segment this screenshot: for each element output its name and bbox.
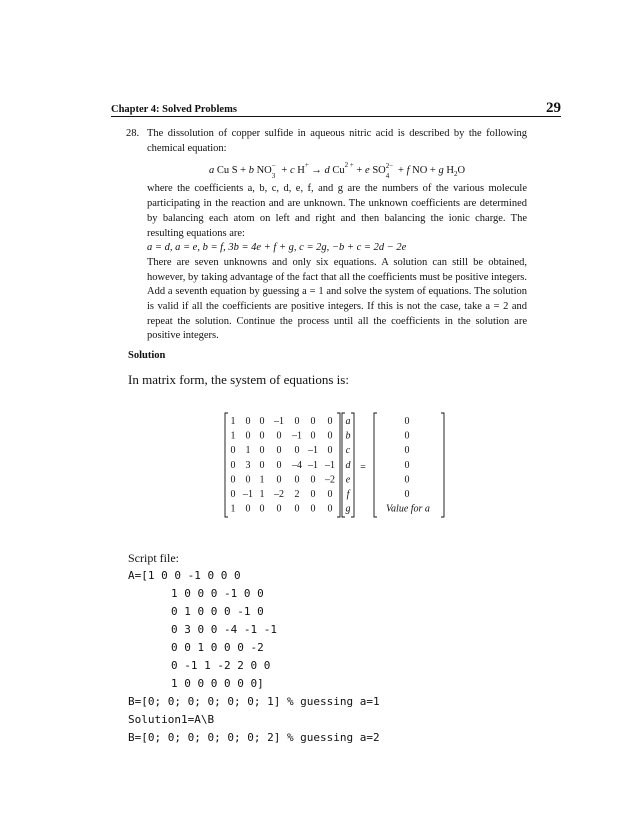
matrix-cell: 0 bbox=[259, 445, 265, 457]
code-line: 0 -1 1 -2 2 0 0 bbox=[171, 659, 271, 672]
matrix-cell: 0 bbox=[327, 430, 333, 442]
matrix-cell: 0 bbox=[327, 489, 333, 500]
matrix-cell: 0 bbox=[276, 503, 282, 515]
matrix-cell: 0 bbox=[276, 459, 282, 471]
matrix-svg bbox=[224, 412, 454, 520]
code-line: 0 1 0 0 0 -1 0 bbox=[171, 605, 264, 618]
equals-sign: = bbox=[360, 461, 366, 473]
page-number: 29 bbox=[546, 100, 561, 116]
rhs-value: 0 bbox=[404, 459, 410, 471]
matrix-cell: 0 bbox=[230, 489, 236, 500]
matrix-cell: 0 bbox=[310, 474, 316, 486]
matrix-cell: –1 bbox=[274, 416, 284, 427]
matrix-cell: 0 bbox=[259, 459, 265, 471]
script-heading: Script file: bbox=[128, 551, 179, 565]
matrix-cell: 3 bbox=[245, 459, 251, 471]
matrix-cell: 0 bbox=[310, 489, 316, 500]
unknown-var: c bbox=[345, 445, 351, 457]
rhs-value: 0 bbox=[404, 445, 410, 457]
matrix-cell: 0 bbox=[294, 416, 300, 427]
matrix-cell: 0 bbox=[245, 503, 251, 515]
unknown-var: d bbox=[345, 459, 351, 471]
matrix-cell: 2 bbox=[294, 489, 300, 500]
matrix-cell: 0 bbox=[245, 430, 251, 442]
matrix-bracket-left bbox=[225, 413, 228, 517]
matrix-cell: –1 bbox=[292, 430, 302, 442]
matrix-cell: 0 bbox=[276, 474, 282, 486]
matrix-cell: 0 bbox=[327, 416, 333, 427]
matrix-cell: 1 bbox=[245, 445, 251, 457]
code-line: B=[0; 0; 0; 0; 0; 0; 1] % guessing a=1 bbox=[128, 695, 380, 708]
code-line: Solution1=A\B bbox=[128, 713, 215, 726]
rhs-bracket-left bbox=[374, 413, 377, 517]
matrix-cell: –2 bbox=[274, 489, 284, 500]
matrix-cell: 0 bbox=[230, 474, 236, 486]
code-line: 0 3 0 0 -4 -1 -1 bbox=[171, 623, 277, 636]
balance-equations: a = d, a = e, b = f, 3b = 4e + f + g, c = 2g, −b + c = 2d − 2e bbox=[147, 242, 407, 254]
code-line: A=[1 0 0 -1 0 0 0 bbox=[128, 569, 241, 582]
unknown-var: f bbox=[346, 489, 350, 500]
unknown-var: a bbox=[345, 416, 351, 427]
matrix-cell: 0 bbox=[310, 430, 316, 442]
matrix-cell: 0 bbox=[294, 503, 300, 515]
matrix-bracket-right bbox=[337, 413, 340, 517]
matrix-cell: 0 bbox=[327, 445, 333, 457]
matrix-cell: 1 bbox=[259, 474, 265, 486]
rhs-value: 0 bbox=[404, 474, 410, 486]
rhs-value: 0 bbox=[404, 430, 410, 442]
rhs-value: 0 bbox=[404, 489, 410, 500]
matrix-cell: –1 bbox=[243, 489, 253, 500]
matrix-equation bbox=[224, 412, 454, 520]
code-line: 0 0 1 0 0 0 -2 bbox=[171, 641, 264, 654]
matrix-cell: 0 bbox=[276, 445, 282, 457]
page-header bbox=[111, 100, 561, 117]
problem-body-2: There are seven unknowns and only six equations. A solution can still be obtained, however, by taking advantage of the fact that all the coefficients must be positive integers. Add a seventh equation by guessing a = 1 and solve the system of equations. The solution is valid if all the coefficients are positive integers. If this is not the case, take a = 2 and repeat the solution. Continue the process until all the coefficients in the solution are positive integers. bbox=[147, 256, 527, 342]
script-code bbox=[128, 567, 380, 747]
matrix-cell: 0 bbox=[230, 459, 236, 471]
problem-body-1: where the coefficients a, b, c, d, e, f, and g are the numbers of the various molecule participating in the reaction and are unknown. The unknown coefficients are determined by balancing each atom on left and right and then balancing the ionic charge. The resulting equations are: bbox=[147, 183, 527, 239]
matrix-cell: –4 bbox=[292, 459, 302, 471]
matrix-cell: 0 bbox=[245, 474, 251, 486]
matrix-cell: 0 bbox=[310, 503, 316, 515]
chemical-equation: a Cu S + b NO − 3 + c H+ → d $Cu^{2 +} + e$ SO 2− 4 + f NO + g $H_2O$ bbox=[208, 161, 466, 181]
rhs-value: 0 bbox=[404, 416, 410, 427]
matrix-cell: –1 bbox=[308, 445, 318, 457]
matrix-cell: 1 bbox=[230, 416, 236, 427]
unknown-var: b bbox=[345, 430, 351, 442]
matrix-cell: 1 bbox=[230, 503, 236, 515]
chapter-title: Chapter 4: Solved Problems bbox=[111, 104, 237, 115]
matrix-cell: 0 bbox=[327, 503, 333, 515]
problem-28 bbox=[126, 127, 527, 344]
matrix-cell: 0 bbox=[259, 430, 265, 442]
problem-number: 28. bbox=[126, 128, 140, 139]
problem-intro: The dissolution of copper sulfide in aqueous nitric acid is described by the following chemical equation: bbox=[147, 128, 527, 154]
matrix-cell: –2 bbox=[325, 474, 335, 486]
unknowns-bracket-right bbox=[351, 413, 354, 517]
unknown-var: g bbox=[345, 503, 351, 515]
matrix-cell: 1 bbox=[230, 430, 236, 442]
matrix-cell: –1 bbox=[325, 459, 335, 471]
matrix-cell: 0 bbox=[276, 430, 282, 442]
matrix-cell: 0 bbox=[294, 445, 300, 457]
code-line: B=[0; 0; 0; 0; 0; 0; 2] % guessing a=2 bbox=[128, 731, 380, 744]
matrix-cell: 1 bbox=[259, 489, 265, 500]
matrix-cell: 0 bbox=[259, 503, 265, 515]
matrix-cell: 0 bbox=[310, 416, 316, 427]
rhs-value: Value for a bbox=[386, 503, 430, 515]
matrix-intro: In matrix form, the system of equations is: bbox=[128, 372, 349, 387]
unknown-var: e bbox=[345, 474, 351, 486]
matrix-cell: –1 bbox=[308, 459, 318, 471]
code-line: 1 0 0 0 0 0 0] bbox=[171, 677, 264, 690]
matrix-cell: 0 bbox=[245, 416, 251, 427]
solution-heading: Solution bbox=[128, 350, 166, 361]
code-line: 1 0 0 0 -1 0 0 bbox=[171, 587, 264, 600]
matrix-cell: 0 bbox=[259, 416, 265, 427]
matrix-cell: 0 bbox=[294, 474, 300, 486]
rhs-bracket-right bbox=[441, 413, 444, 517]
matrix-cell: 0 bbox=[230, 445, 236, 457]
